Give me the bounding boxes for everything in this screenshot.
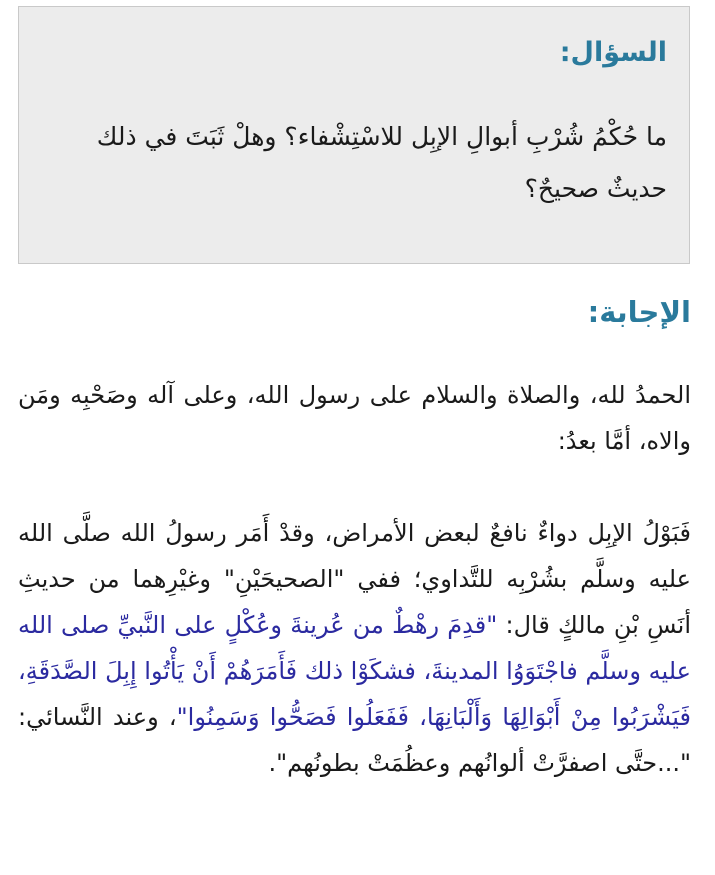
question-heading: السؤال: (559, 37, 667, 68)
answer-intro: الحمدُ لله، والصلاة والسلام على رسول الله، وعلى آله وصَحْبِه ومَن والاه، أمَّا بعدُ: (18, 381, 691, 455)
answer-text-part1: فَبَوْلُ الإبِل دواءٌ نافعٌ لبعض الأمراض، وقدْ أَمَر رسولُ الله صلَّى الله عليه وسلَّم بشُرْبِه للتَّداوي؛ ففي "الصحيحَيْنِ" وغيْرِهما من حديثِ أنَسِ بْنِ مالكٍ قال: (18, 519, 691, 639)
question-box (18, 6, 690, 264)
nasai-quote: "...حتَّى اصفرَّتْ ألوانُهم وعظُمَتْ بطونُهم" (276, 749, 691, 777)
answer-heading: الإجابة: (587, 295, 691, 329)
hadith-quote: "قدِمَ رهْطٌ من عُرينةَ وعُكْلٍ على النَّبيِّ صلى الله عليه وسلَّم فاجْتَوَوُا المدينةَ، فشكَوْا ذلك فَأَمَرَهُمْ أَنْ يَأْتُوا إِبِلَ الصَّدَقَةِ، فَيَشْرَبُوا مِنْ أَبْوَالِهَا وَأَلْبَانِهَا، فَفَعَلُوا فَصَحُّوا وَسَمِنُوا" (18, 611, 692, 731)
answer-text-end: . (268, 749, 277, 777)
answer-body (18, 372, 691, 832)
answer-paragraph (18, 510, 691, 786)
answer-text-part2: ، وعند النَّسائي: (18, 703, 177, 731)
question-text: ما حُكْمُ شُرْبِ أبوالِ الإبِل للاسْتِشْفاء؟ وهلْ ثَبَتَ في ذلك حديثٌ صحيحٌ؟ (96, 122, 667, 203)
